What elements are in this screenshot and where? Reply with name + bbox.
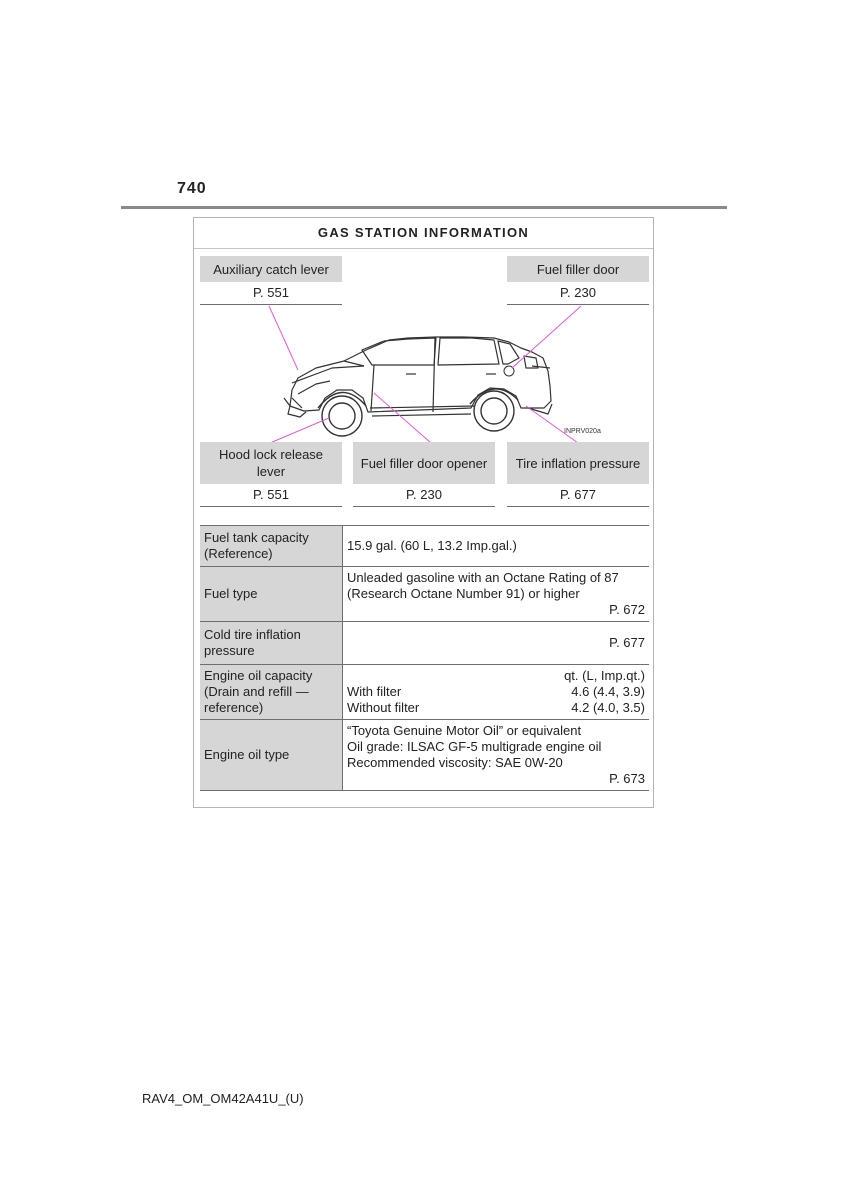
fuel-type-line1: Unleaded gasoline with an Octane Rating of 87 [347,570,619,585]
with-filter-value: 4.6 (4.4, 3.9) [571,684,645,699]
ref-fuel-filler-door[interactable]: P. 230 [507,282,649,305]
fuel-type-line2: (Research Octane Number 91) or higher [347,586,580,601]
ref-tire-inflation-pressure[interactable]: P. 677 [507,484,649,507]
oil-type-line3: Recommended viscosity: SAE 0W-20 [347,755,563,770]
footer-code: RAV4_OM_OM42A41U_(U) [142,1091,304,1106]
car-body [284,337,552,417]
spec-table [200,525,649,791]
gas-station-info-box [193,217,654,808]
page-number: 740 [177,180,207,197]
ref-cold-tire[interactable]: P. 677 [609,635,645,650]
with-filter-label: With filter [347,684,402,699]
row-engine-oil-type [200,720,649,791]
oil-with-filter-row [347,684,645,700]
ref-fuel-filler-door-opener[interactable]: P. 230 [353,484,495,507]
wheels [318,389,518,436]
ref-engine-oil-type[interactable]: P. 673 [609,771,645,786]
label-cold-tire: Cold tire inflation pressure [200,622,343,665]
ref-fuel-type[interactable]: P. 672 [609,602,645,617]
oil-type-line2: Oil grade: ILSAC GF-5 multigrade engine oil [347,739,602,754]
label-engine-oil-type: Engine oil type [200,720,343,791]
oil-type-line1: “Toyota Genuine Motor Oil” or equivalent [347,723,582,738]
callout-auxiliary-catch-lever: Auxiliary catch lever [200,256,342,282]
label-fuel-tank: Fuel tank capacity (Reference) [200,526,343,567]
label-engine-oil-capacity: Engine oil capacity (Drain and refill — reference) [200,665,343,720]
figure-code: INPRV020a [564,428,601,435]
row-fuel-tank [200,526,649,567]
row-engine-oil-capacity [200,665,649,720]
ref-hood-lock-release-lever[interactable]: P. 551 [200,484,342,507]
label-fuel-type: Fuel type [200,567,343,622]
header-rule [121,206,727,209]
ref-auxiliary-catch-lever[interactable]: P. 551 [200,282,342,305]
oil-unit: qt. (L, Imp.qt.) [564,668,645,683]
row-fuel-type [200,567,649,622]
oil-without-filter-row [347,700,645,716]
callout-hood-lock-release-lever: Hood lock release lever [200,442,342,484]
callout-fuel-filler-door: Fuel filler door [507,256,649,282]
value-fuel-tank: 15.9 gal. (60 L, 13.2 Imp.gal.) [347,538,517,553]
without-filter-label: Without filter [347,700,420,715]
value-engine-oil-type [343,720,650,791]
value-engine-oil-capacity [343,665,650,720]
box-title: GAS STATION INFORMATION [194,218,653,249]
callout-fuel-filler-door-opener: Fuel filler door opener [353,442,495,484]
without-filter-value: 4.2 (4.0, 3.5) [571,700,645,715]
row-cold-tire [200,622,649,665]
callout-tire-inflation-pressure: Tire inflation pressure [507,442,649,484]
value-fuel-type [343,567,650,622]
